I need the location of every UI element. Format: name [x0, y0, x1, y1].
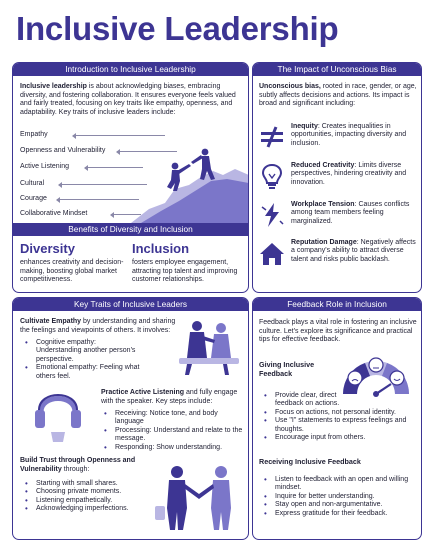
trait-arrow	[57, 199, 139, 200]
trust-list	[20, 480, 148, 514]
impact-text: Workplace Tension: Causes conflicts among team members feeling marginalized.	[291, 201, 410, 225]
impact-text: Inequity: Creates inequalities in opportunities, impacting diversity and inclusion.	[291, 123, 407, 147]
list-item: • Receiving: Notice tone, and body language	[99, 410, 243, 427]
impact-item-creativity	[259, 162, 417, 202]
intro-paragraph	[20, 83, 244, 117]
list-item: • Acknowledging imperfections.	[20, 505, 148, 513]
giving-list	[259, 392, 417, 442]
diversity-text: enhances creativity and decision-making, boosting global market competitiveness.	[20, 259, 124, 284]
trait-arrow	[73, 135, 165, 136]
empathy-paragraph: Cultivate Empathy by understanding and sharing the feelings and viewpoints of others. It involves:	[20, 318, 176, 334]
list-item: • Use "I" statements to express feelings and thoughts.	[259, 417, 417, 434]
trait-arrow	[85, 167, 143, 168]
impact-item-tension	[259, 201, 417, 241]
climber-low-head	[172, 163, 179, 170]
climber-top-head	[202, 149, 209, 156]
feedback-intro: Feedback plays a vital role in fostering an inclusive culture. Let's explore its significance and practical tips for effective feedback.	[259, 319, 417, 344]
trait-label: Collaborative Mindset	[20, 210, 88, 217]
trait-arrow	[111, 214, 141, 215]
trait-arrow	[117, 151, 177, 152]
list-item: • Provide clear, direct feedback on actions.	[259, 392, 417, 409]
list-item: • Listening empathetically.	[20, 497, 148, 505]
list-item: • Processing: Understand and relate to the message.	[99, 427, 243, 444]
impact-item-reputation	[259, 239, 417, 289]
receiving-list	[259, 476, 417, 518]
page-title: Inclusive Leadership	[16, 10, 339, 47]
inclusion-title: Inclusion	[132, 241, 190, 256]
headphones-illustration	[23, 382, 93, 446]
happy-face-icon	[390, 371, 404, 385]
intro-lead-rest: is about acknowledging biases, embracing diversity, and fostering collaboration. It ensures everyone feels valued and fairly treated, focusing on key traits like empathy, openness, and adaptability. Key traits of inclusive leaders include:	[20, 83, 236, 116]
list-item: • Starting with small shares.	[20, 480, 148, 488]
house-icon	[259, 239, 285, 267]
sad-face-icon	[348, 371, 362, 385]
list-item: • Cognitive empathy: Understanding another person's perspective.	[20, 339, 140, 364]
climbing-illustration	[131, 131, 249, 223]
lightning-icon	[259, 201, 285, 229]
traits-header: Key Traits of Inclusive Leaders	[13, 298, 248, 311]
list-item: • Inquire for better understanding.	[259, 493, 417, 501]
trait-label: Empathy	[20, 131, 48, 138]
listening-list	[99, 410, 243, 452]
list-item: • Choosing private moments.	[20, 488, 148, 496]
impact-header: The Impact of Unconscious Bias	[253, 63, 421, 76]
impact-text: Reputation Damage: Negatively affects a company's ability to attract diverse talent and risks public backlash.	[291, 239, 416, 263]
trait-label: Courage	[20, 195, 47, 202]
feedback-card	[252, 297, 422, 540]
list-item: • Focus on actions, not personal identity.	[259, 409, 417, 417]
list-item: • Responding: Show understanding.	[99, 444, 243, 452]
list-item: • Emotional empathy: Feeling what others feel.	[20, 364, 140, 381]
impact-paragraph	[259, 83, 417, 109]
impact-item-inequity	[259, 123, 417, 163]
impact-lead-bold: Unconscious bias,	[259, 83, 321, 90]
feedback-header: Feedback Role in Inclusion	[253, 298, 421, 311]
empathy-list	[20, 339, 140, 381]
handshake-illustration	[153, 460, 245, 532]
list-item: • Listen to feedback with an open and willing mindset.	[259, 476, 417, 493]
diversity-title: Diversity	[20, 241, 75, 256]
intro-card	[12, 62, 249, 293]
inclusion-text: fosters employee engagement, attracting top talent and improving customer relationships.	[132, 259, 238, 284]
traits-card	[12, 297, 249, 540]
impact-text: Reduced Creativity: Limits diverse perspectives, hindering creativity and innovation.	[291, 162, 407, 186]
giving-title: Giving Inclusive Feedback	[259, 360, 315, 378]
benefits-header: Benefits of Diversity and Inclusion	[13, 223, 248, 236]
intro-header: Introduction to Inclusive Leadership	[13, 63, 248, 76]
intro-lead-bold: Inclusive leadership	[20, 83, 87, 90]
trait-label: Active Listening	[20, 163, 70, 170]
trust-paragraph: Build Trust through Openness and Vulnerability through:	[20, 457, 136, 473]
list-item: • Stay open and non-argumentative.	[259, 501, 417, 509]
impact-card	[252, 62, 422, 293]
consoling-illustration	[173, 314, 245, 376]
climber-low-arm	[177, 164, 191, 174]
trait-label: Openness and Vulnerability	[20, 147, 106, 154]
neutral-face-icon	[369, 358, 383, 372]
climber-low-body	[167, 170, 180, 191]
trait-arrow	[59, 184, 147, 185]
lightbulb-icon	[259, 162, 285, 190]
list-item: • Encourage input from others.	[259, 434, 417, 442]
listening-paragraph: Practice Active Listening and fully engage with the speaker. Key steps include:	[101, 389, 238, 405]
not-equal-icon	[259, 123, 285, 151]
receiving-title: Receiving Inclusive Feedback	[259, 457, 361, 466]
climber-top-arm	[191, 155, 203, 164]
trait-label: Cultural	[20, 180, 45, 187]
list-item: • Express gratitude for their feedback.	[259, 510, 417, 518]
impact-lead-rest: rooted in race, gender, or age, subtly affects decisions and actions. Its impact is broad and significant including:	[259, 83, 417, 108]
